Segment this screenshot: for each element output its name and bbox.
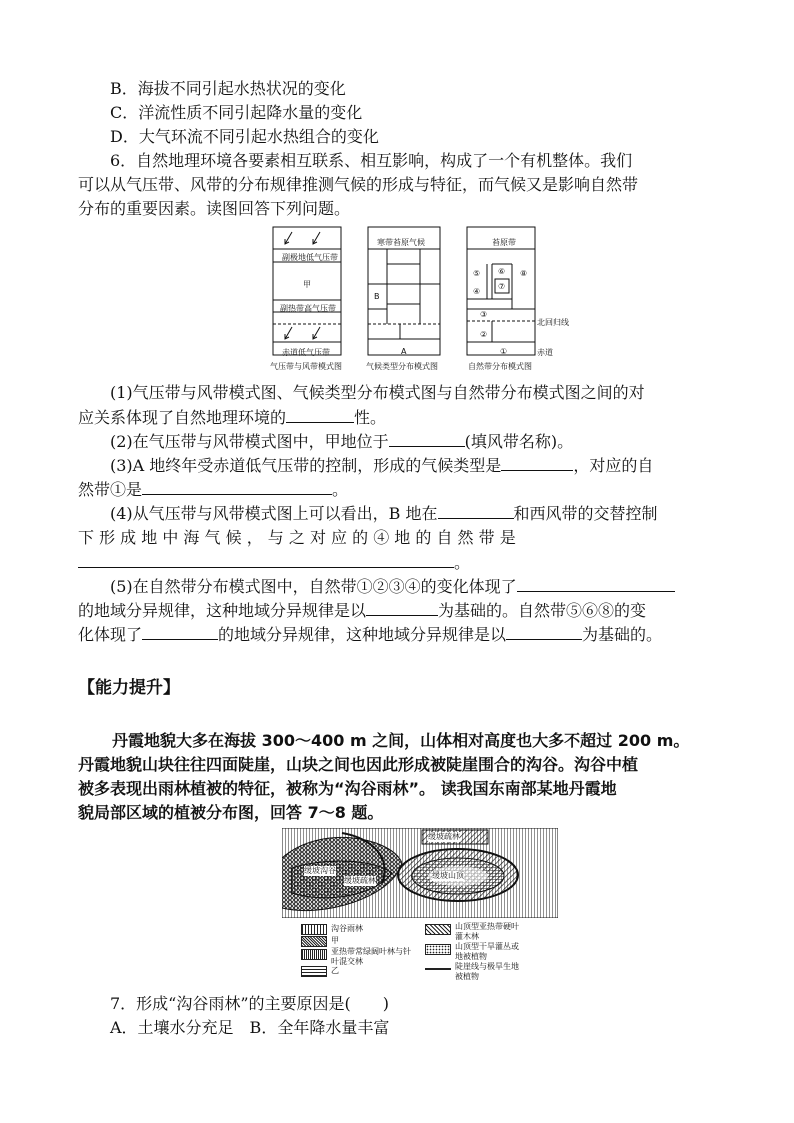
- p2-caption: 气候类型分布模式图: [366, 362, 438, 371]
- q6-4-mid: 和西风带的交替控制: [513, 504, 658, 523]
- q6-5-text: (5)在自然带分布模式图中，自然带①②③④的变化体现了: [110, 577, 517, 596]
- map-legend: [297, 922, 552, 981]
- option-c: C．洋流性质不同引起降水量的变化: [110, 103, 363, 122]
- q6-4-text: (4)从气压带与风带模式图上可以看出，B 地在: [110, 504, 438, 523]
- p3-n6: ⑥: [498, 267, 506, 276]
- q6-1-blank[interactable]: [286, 406, 354, 423]
- map-label-4: 缓坡山顶: [432, 871, 464, 880]
- q6-2-text: (2)在气压带与风带模式图中，甲地位于: [110, 432, 389, 451]
- map-label-1: 缓坡疏林: [428, 832, 460, 841]
- q6-5-text3: 为基础的。自然带⑤⑥⑧的变: [438, 601, 647, 620]
- q6-4-tail: 。: [454, 553, 471, 572]
- legend-item-4: 亚热带常绿阔叶林与针叶混交林: [331, 947, 411, 966]
- legend-swatch-summit-shrub: [425, 924, 451, 935]
- legend-swatch-summit-dry: [425, 944, 451, 955]
- p3-n1: ①: [500, 347, 508, 356]
- p3-n7: ⑦: [498, 282, 506, 291]
- legend-swatch-jia: [301, 936, 327, 947]
- q6-2-blank[interactable]: [389, 430, 465, 447]
- section-title: 【能力提升】: [78, 678, 180, 698]
- q6-3-blank-a[interactable]: [501, 454, 573, 471]
- q6-5-text5: 的地域分异规律，这种地域分异规律是以: [218, 625, 507, 644]
- p1-label-subtropical-high: 副热带高气压带: [280, 304, 336, 313]
- legend-item-1: 沟谷雨林: [331, 924, 363, 933]
- q6-2-tail: (填风带名称)。: [464, 432, 574, 451]
- p1-label-jia: 甲: [303, 280, 311, 289]
- passage-line2: 丹霞地貌山块往往四面陡崖，山块之间也因此形成被陡崖围合的沟谷。沟谷中植: [78, 755, 639, 774]
- map-label-3: 缓坡疏林: [344, 876, 376, 885]
- q6-5-blank-c[interactable]: [142, 623, 218, 640]
- pressure-wind-panel: [273, 227, 341, 355]
- p1-label-top: 副极地低气压带: [282, 253, 338, 262]
- q6-4-blank-a[interactable]: [438, 502, 514, 519]
- p3-caption: 自然带分布模式图: [468, 362, 532, 371]
- q6-4-line3: [78, 551, 470, 574]
- p1-label-equatorial-low: 赤道低气压带: [282, 348, 330, 357]
- q6-5-line1: [110, 575, 675, 598]
- q6-4-blank-b[interactable]: [78, 551, 454, 568]
- q6-1-line2: [78, 406, 386, 429]
- vegetation-map: [282, 828, 558, 918]
- passage-line3: 被多表现出雨林植被的特征，被称为“沟谷雨林”。 读我国东南部某地丹霞地: [78, 779, 617, 798]
- p1-caption: 气压带与风带模式图: [270, 362, 342, 371]
- q6-5-text2: 的地域分异规律，这种地域分异规律是以: [78, 601, 367, 620]
- passage-line1: 丹霞地貌大多在海拔 300～400 m 之间，山体相对高度也大多不超过 200 m。: [112, 731, 690, 750]
- passage-line4: 貌局部区域的植被分布图，回答 7～8 题。: [78, 803, 384, 822]
- option-d: D．大气环流不同引起水热组合的变化: [110, 127, 379, 146]
- q6-3-line2: [78, 478, 348, 501]
- p3-n3: ③: [480, 310, 488, 319]
- q6-5-blank-b[interactable]: [366, 599, 438, 616]
- q6-5-tail: 为基础的。: [582, 625, 663, 644]
- p3-n5: ⑤: [473, 269, 481, 278]
- q6-5-blank-a[interactable]: [517, 575, 675, 592]
- p3-equator-label: 赤道: [537, 348, 553, 357]
- q6-1-tail: 性。: [354, 408, 387, 427]
- p3-label-top: 苔原带: [492, 238, 516, 247]
- map-label-2: 缓坡沟谷: [304, 866, 336, 875]
- q6-3-text2: 然带①是: [78, 480, 143, 499]
- q6-5-line3: [78, 623, 662, 646]
- p2-label-top: 寒带苔原气候: [377, 238, 425, 247]
- p2-label-b: B: [374, 292, 380, 301]
- legend-item-2: 山顶型亚热带硬叶灌木林: [455, 922, 519, 941]
- q6-intro-line3: 分布的重要因素。读图回答下列问题。: [78, 199, 351, 218]
- p3-n8: ⑧: [520, 269, 528, 278]
- q6-3-tail: 。: [332, 480, 349, 499]
- p3-n4: ④: [473, 287, 481, 296]
- q6-4-line2: 下 形 成 地 中 海 气 候 ， 与 之 对 应 的 ④ 地 的 自 然 带 是: [78, 528, 516, 547]
- q6-1-line1: (1)气压带与风带模式图、气候类型分布模式图与自然带分布模式图之间的对: [110, 383, 645, 402]
- p3-n2: ②: [480, 330, 488, 339]
- legend-swatch-cliff-line: [425, 968, 451, 970]
- q6-3-text: (3)A 地终年受赤道低气压带的控制，形成的气候类型是: [110, 456, 502, 475]
- q6-intro-line2: 可以从气压带、风带的分布规律推测气候的形成与特征，而气候又是影响自然带: [78, 175, 639, 194]
- option-b: B．海拔不同引起水热状况的变化: [110, 79, 346, 98]
- q6-2-line: [110, 430, 573, 453]
- q6-1-text: 应关系体现了自然地理环境的: [78, 408, 287, 427]
- q6-5-text4: 化体现了: [78, 625, 143, 644]
- p2-label-a: A: [401, 347, 407, 356]
- legend-swatch-mixed-forest: [301, 949, 327, 960]
- q6-3-mid: ，对应的自: [573, 456, 654, 475]
- q7-options: A．土壤水分充足 B．全年降水量丰富: [110, 1018, 390, 1037]
- legend-item-5: 山顶型干旱灌丛或地被植物: [455, 942, 519, 961]
- q6-4-line1: [110, 502, 658, 525]
- q6-3-line1: [110, 454, 653, 477]
- q6-intro-line1: 6．自然地理环境各要素相互联系、相互影响，构成了一个有机整体。我们: [110, 151, 633, 170]
- legend-swatch-yi: [301, 966, 327, 977]
- q7-stem: 7．形成“沟谷雨林”的主要原因是( ): [110, 994, 390, 1013]
- figure-model-diagrams: [270, 224, 570, 374]
- p3-tropic-label: 北回归线: [537, 318, 569, 327]
- q6-5-blank-d[interactable]: [506, 623, 582, 640]
- legend-swatch-valley-rainforest: [301, 924, 327, 935]
- q6-3-blank-b[interactable]: [142, 478, 332, 495]
- legend-item-7: 陡崖线与极旱生地被植物: [455, 962, 519, 981]
- q6-5-line2: [78, 599, 646, 622]
- legend-item-6: 乙: [331, 966, 339, 975]
- legend-item-3: 甲: [331, 936, 339, 945]
